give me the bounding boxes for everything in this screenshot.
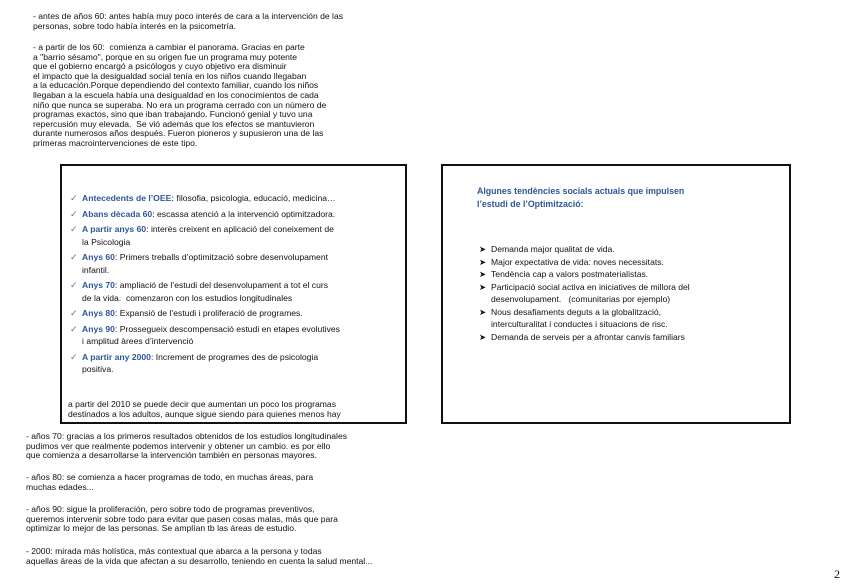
note-anos-70: - años 70: gracias a los primeros resultados obtenidos de los estudios longitudinales pudimos ver que realmente podemos intervenir y obtener un cambio. es por ello que comienza a desarrollarse la intervención también en personas mayores. <box>26 431 348 461</box>
note-anos-90: - años 90: sigue la proliferación, pero sobre todo de programas preventivos, queremos intervenir sobre todo para evitar que pasen cosas malas, más que para optimizar lo mejor de las personas. Se amplían tb las áreas de estudio. <box>26 504 338 534</box>
arrow-bullet-icon: ➤ <box>479 331 487 342</box>
note-2000: - 2000: mirada más holística, más contextual que abarca a la persona y todas aquellas áreas de la vida que afectan a su desarrollo, teniendo en cuenta la salud mental... <box>26 546 373 566</box>
history-item: ✓ A partir any 2000: Increment de programes des de psicologia positiva. <box>70 351 319 374</box>
check-icon: ✓ <box>70 252 78 262</box>
check-icon: ✓ <box>70 308 78 318</box>
arrow-bullet-icon: ➤ <box>479 281 487 292</box>
trends-title: Algunes tendències socials actuals que impulsen l’estudi de l’Optimització: <box>477 186 685 209</box>
history-item: ✓ A partir anys 60: interès creixent en aplicació del coneixement de la Psicologia <box>70 224 334 247</box>
social-trends-box <box>441 164 791 424</box>
arrow-bullet-icon: ➤ <box>479 306 487 317</box>
check-icon: ✓ <box>70 323 78 334</box>
history-item: ✓ Anys 70: ampliació de l’estudi del desenvolupament a tot el curs de la vida. comenzaron con los estudios longitudinales <box>70 280 329 303</box>
trends-list <box>479 243 749 343</box>
history-list <box>70 192 410 379</box>
trend-item: ➤ Participació social activa en iniciatives de millora del desenvolupament. (comunitarias por ejemplo) <box>479 281 690 304</box>
trend-item: ➤ Demanda major qualitat de vida. <box>479 244 615 254</box>
note-anos-80: - años 80: se comienza a hacer programas de todo, en muchas áreas, para muchas edades... <box>26 472 314 492</box>
history-item: ✓ Abans dècada 60: escassa atenció a la intervenció optimitzadora. <box>70 208 336 219</box>
trend-item: ➤ Demanda de serveis per a afrontar canvis familiars <box>479 331 685 342</box>
trend-item: ➤ Tendència cap a valors postmaterialistas. <box>479 269 649 279</box>
note-antes-60: - antes de años 60: antes había muy poco interés de cara a la intervención de las personas, sobre todo había interés en la psicometría. <box>33 11 344 31</box>
history-item: ✓ Anys 90: Prossegueix descompensació estudi en etapes evolutives i amplitud àrees d’intervenció <box>70 323 340 346</box>
history-item: ✓ Anys 80: Expansió de l’estudi i proliferació de programes. <box>70 308 303 318</box>
arrow-bullet-icon: ➤ <box>479 256 487 267</box>
check-icon: ✓ <box>70 224 78 234</box>
arrow-bullet-icon: ➤ <box>479 269 487 279</box>
check-icon: ✓ <box>70 208 78 219</box>
history-item: ✓ Anys 60: Primers treballs d’optimització sobre desenvolupament infantil. <box>70 252 328 275</box>
trend-item: ➤ Major expectativa de vida: noves necessitats. <box>479 256 664 267</box>
history-item: ✓ Antecedents de l’OEE: filosofia, psicologia, educació, medicina… <box>70 193 336 203</box>
check-icon: ✓ <box>70 280 78 290</box>
check-icon: ✓ <box>70 351 78 362</box>
box-note-2010: a partir del 2010 se puede decir que aumentan un poco los programas destinados a los adultos, aunque sigue siendo para quienes menos hay <box>68 399 341 419</box>
page-number: 2 <box>834 567 840 581</box>
trend-item: ➤ Nous desafiaments deguts a la globalització, interculturalitat i conductes i situacions de risc. <box>479 306 668 329</box>
arrow-bullet-icon: ➤ <box>479 244 487 254</box>
check-icon: ✓ <box>70 193 78 203</box>
note-desde-60: - a partir de los 60: comienza a cambiar el panorama. Gracias en parte a "barrio sésamo", porque en su origen fue un programa muy potente que el gobierno encargó a psicólogos y cuyo objetivo era disminuir el impacto que la desigualdad social tenía en los niños cuando llegaban a la educación.Porque dependiendo del contexto familiar, cuando los niños llegaban a la escuela había una desigualdad en los conocimientos de cada niño que nunca se superaba. No era un programa cerrado con un número de programas exactos, sino que iban trabajando. Funcionó genial y tuvo una repercusión muy elevada. Se vió además que los efectos se mantuvieron durante numerosos años después. Fueron pioneros y supusieron una de las primeras macrointervenciones de este tipo. <box>33 42 327 148</box>
history-box <box>60 164 407 424</box>
